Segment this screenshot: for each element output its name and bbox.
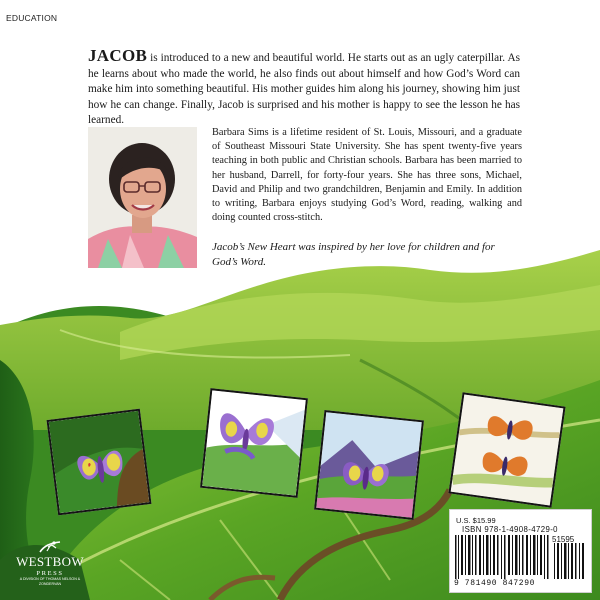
isbn-number: ISBN 978-1-4908-4729-0 — [462, 525, 558, 534]
illustration-card-1 — [47, 409, 152, 516]
publisher-press: PRESS — [36, 570, 64, 577]
book-description — [88, 48, 520, 129]
illustration-card-3 — [314, 410, 424, 520]
author-quote: Jacob’s New Heart was inspired by her love for children and for God’s Word. — [212, 241, 495, 268]
character-name: JACOB — [88, 46, 148, 65]
illustration-card-2 — [200, 388, 308, 498]
category-label: EDUCATION — [6, 13, 58, 23]
runner-logo-icon — [38, 540, 62, 554]
barcode-addon: 51595 — [552, 535, 575, 544]
publisher-tagline: A DIVISION OF THOMAS NELSON & ZONDERVAN — [19, 577, 81, 586]
price-label: U.S. $15.99 — [456, 516, 496, 525]
author-photo — [88, 127, 197, 268]
publisher-name: WESTBOW — [16, 554, 84, 569]
barcode-digits: 9 781490 847290 — [454, 579, 536, 588]
description-text: is introduced to a new and beautiful world. He starts out as an ugly caterpillar. As he learns about who made the world, he also finds out about himself and how God’s Word can make him into something beautiful. His mother guides him along his journey, showing him just how he can change. Finally, Jacob is surprised and his mother is happy to see the lesson he has learned. — [88, 52, 520, 127]
illustration-card-4 — [448, 392, 565, 507]
publisher-logo — [10, 540, 90, 600]
author-bio: Barbara Sims is a lifetime resident of St. Louis, Missouri, and a graduate of Southeast Missouri State University. She has spent twenty-five years teaching in both public and Christian schools. Barbara has been married to her husband, Darrell, for forty-four years. She has three sons, Michael, David and Philip and two grandchildren, Benjamin and Emily. In addition to writing, Barbara enjoys studying God’s Word, reading, walking and doing counted cross-stitch. — [212, 127, 522, 224]
